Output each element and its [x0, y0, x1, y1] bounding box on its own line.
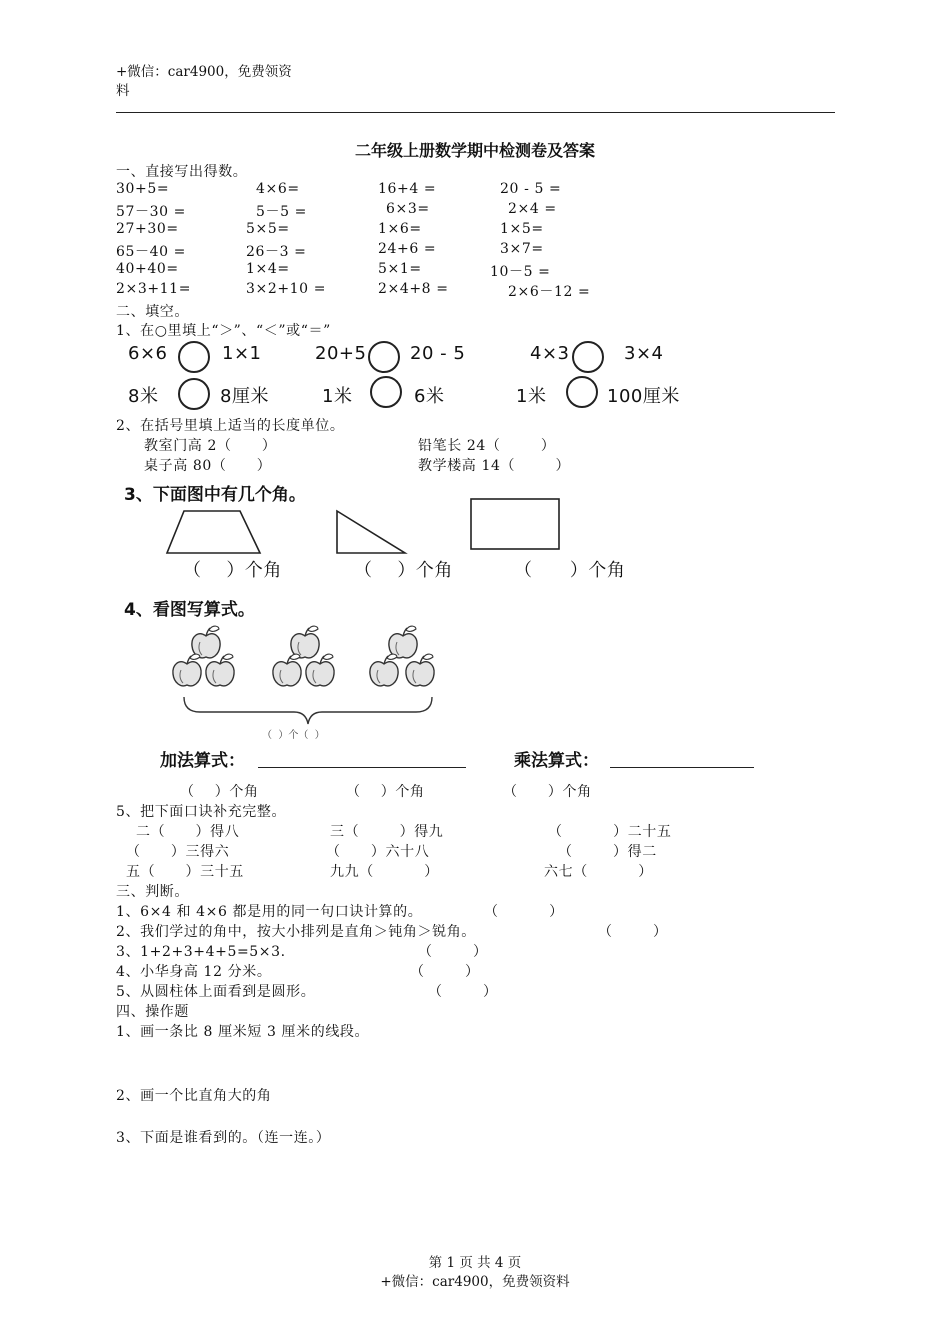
- q1-label: 1、在○里填上“＞”、“＜”或“＝”: [116, 323, 331, 339]
- calc-cell: 57－30 =: [116, 204, 187, 220]
- compare-left: 1米: [516, 386, 547, 407]
- calc-cell: 40+40=: [116, 261, 179, 277]
- calc-cell: 65－40 =: [116, 244, 187, 260]
- compare-right: 6米: [414, 386, 445, 407]
- addition-answer-line[interactable]: [258, 767, 466, 768]
- judgement-item: 5、从圆柱体上面看到是圆形。: [116, 984, 316, 1000]
- judgement-item: 2、我们学过的角中，按大小排列是直角＞钝角＞锐角。: [116, 924, 476, 940]
- compare-left: 1米: [322, 386, 353, 407]
- compare-left: 4×3: [530, 343, 570, 364]
- calc-cell: 16+4 =: [378, 181, 437, 197]
- multiplication-rhyme: （ ）二十五: [548, 824, 672, 840]
- judgement-paren: （ ）: [410, 964, 480, 980]
- judgement-paren: （ ）: [598, 924, 668, 940]
- compare-left: 6×6: [128, 343, 168, 364]
- calc-cell: 5×1=: [378, 261, 422, 277]
- calc-cell: 2×4 =: [508, 201, 557, 217]
- multiplication-rhyme: （ ）三得六: [126, 844, 230, 860]
- compare-left: 8米: [128, 386, 159, 407]
- angle-count: （ ）个角: [183, 560, 282, 581]
- calc-cell: 27+30=: [116, 221, 179, 237]
- q2-label: 2、在括号里填上适当的长度单位。: [116, 418, 345, 434]
- calc-cell: 24+6 =: [378, 241, 437, 257]
- multiplication-rhyme: （ ）得二: [558, 844, 657, 860]
- compare-left: 20+5: [315, 343, 367, 364]
- multiplication-answer-line[interactable]: [610, 767, 754, 768]
- calc-cell: 1×4=: [246, 261, 290, 277]
- calc-cell: 20 - 5 =: [500, 181, 562, 197]
- operation-item: 2、画一个比直角大的角: [116, 1088, 272, 1104]
- section3-heading: 三、判断。: [116, 884, 189, 900]
- calc-cell: 10－5 =: [490, 264, 551, 280]
- page-title: 二年级上册数学期中检测卷及答案: [354, 141, 595, 160]
- header-ad-line2: 料: [116, 83, 130, 99]
- calc-cell: 1×5=: [500, 221, 544, 237]
- footer-ad: +微信：car4900，免费领资料: [380, 1274, 570, 1290]
- brace-caption: （ ）个（ ）: [262, 730, 325, 741]
- operation-item: 1、画一条比 8 厘米短 3 厘米的线段。: [116, 1024, 370, 1040]
- unit-blank: 铅笔长 24（ ）: [418, 438, 556, 454]
- compare-right: 3×4: [624, 343, 664, 364]
- calc-cell: 4×6=: [256, 181, 300, 197]
- compare-right: 8厘米: [220, 386, 269, 407]
- judgement-paren: （ ）: [484, 904, 564, 920]
- unit-blank: 桌子高 80（ ）: [144, 458, 272, 474]
- calc-cell: 1×6=: [378, 221, 422, 237]
- apple-group-1: [173, 626, 234, 686]
- multiplication-label: 乘法算式：: [514, 751, 599, 771]
- calc-cell: 26－3 =: [246, 244, 307, 260]
- judgement-paren: （ ）: [418, 944, 488, 960]
- calc-cell: 30+5=: [116, 181, 170, 197]
- angle-count-text: （ ）个角: [346, 784, 425, 800]
- q5-label: 5、把下面口诀补充完整。: [116, 804, 287, 820]
- calc-cell: 3×7=: [500, 241, 544, 257]
- section4-heading: 四、操作题: [116, 1004, 189, 1020]
- multiplication-rhyme: 六七（ ）: [544, 864, 653, 880]
- header-ad-line1: +微信：car4900，免费领资: [116, 64, 292, 80]
- judgement-paren: （ ）: [428, 984, 498, 1000]
- angle-count-text: （ ）个角: [503, 784, 592, 800]
- multiplication-rhyme: 三（ ）得九: [330, 824, 444, 840]
- calc-cell: 2×4+8 =: [378, 281, 449, 297]
- multiplication-rhyme: 九九（ ）: [330, 864, 439, 880]
- calc-cell: 5－5 =: [256, 204, 307, 220]
- apple-group-2: [273, 626, 334, 686]
- angle-count: （ ）个角: [354, 560, 453, 581]
- apple-group-3: [370, 626, 434, 686]
- calc-cell: 2×3+11=: [116, 281, 192, 297]
- compare-right: 1×1: [222, 343, 262, 364]
- calc-cell: 2×6－12 =: [508, 284, 591, 300]
- judgement-item: 1、6×4 和 4×6 都是用的同一句口诀计算的。: [116, 904, 423, 920]
- unit-blank: 教室门高 2（ ）: [144, 438, 277, 454]
- multiplication-rhyme: 五（ ）三十五: [126, 864, 244, 880]
- operation-item: 3、下面是谁看到的。（连一连。）: [116, 1130, 331, 1146]
- calc-cell: 5×5=: [246, 221, 290, 237]
- section2-heading: 二、填空。: [116, 304, 189, 320]
- q4-label: 4、看图写算式。: [124, 600, 255, 620]
- page-number: 第 1 页 共 4 页: [428, 1255, 522, 1271]
- multiplication-rhyme: 二（ ）得八: [136, 824, 240, 840]
- brace-shape: [184, 697, 432, 724]
- multiplication-rhyme: （ ）六十八: [326, 844, 430, 860]
- judgement-item: 3、1+2+3+4+5=5×3.: [116, 944, 286, 960]
- addition-label: 加法算式：: [160, 751, 245, 771]
- unit-blank: 教学楼高 14（ ）: [418, 458, 571, 474]
- angle-count-text: （ ）个角: [180, 784, 259, 800]
- angle-count: （ ）个角: [514, 560, 626, 581]
- section1-heading: 一、直接写出得数。: [116, 164, 248, 180]
- judgement-item: 4、小华身高 12 分米。: [116, 964, 272, 980]
- compare-right: 100厘米: [607, 386, 680, 407]
- q3-label: 3、下面图中有几个角。: [124, 485, 306, 505]
- compare-right: 20 - 5: [410, 343, 466, 364]
- calc-cell: 3×2+10 =: [246, 281, 327, 297]
- calc-cell: 6×3=: [386, 201, 430, 217]
